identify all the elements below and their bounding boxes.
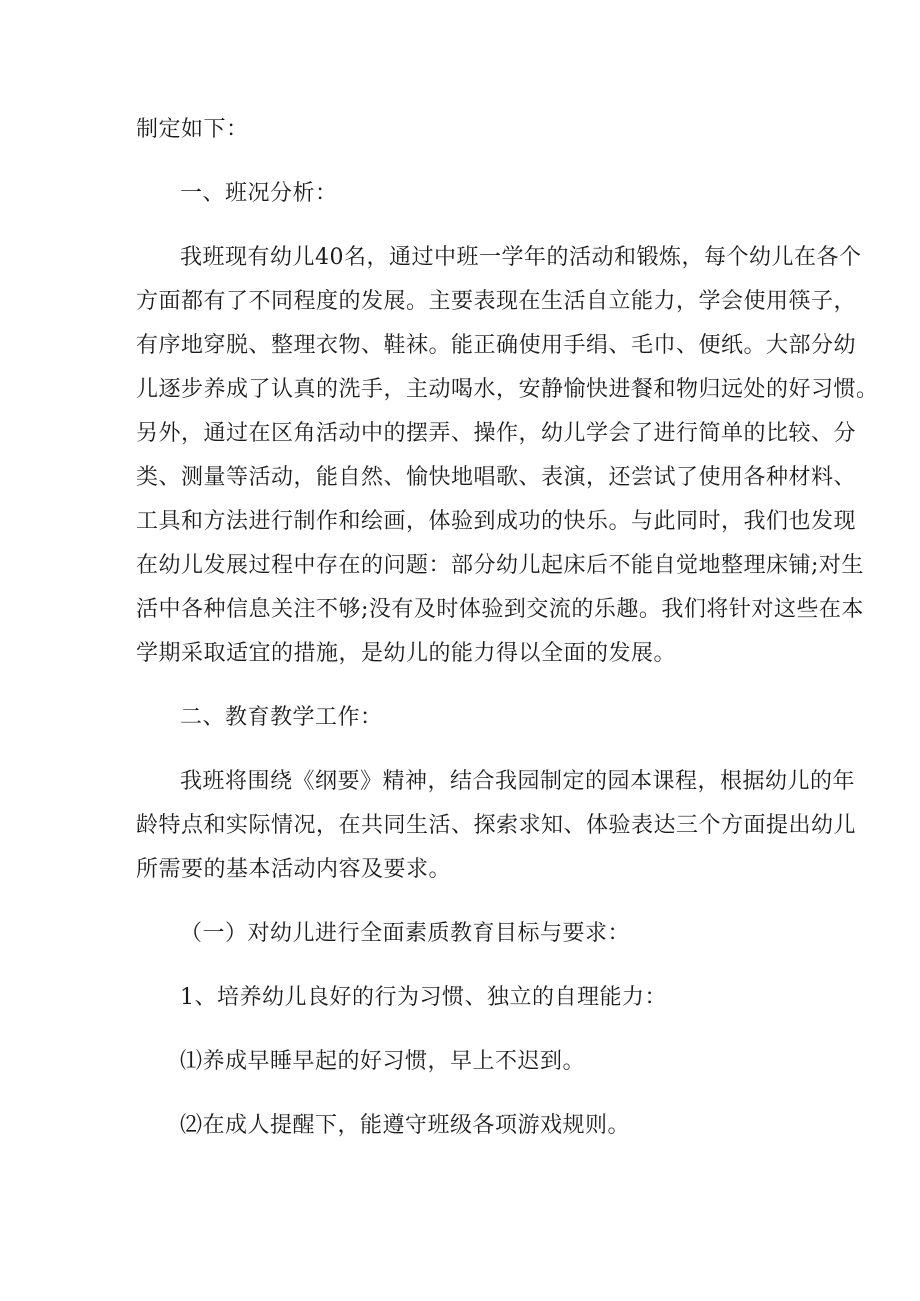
paragraph-line: 所需要的基本活动内容及要求。 [136, 857, 452, 882]
paragraph-line: 有序地穿脱、整理衣物、鞋袜。能正确使用手绢、毛巾、便纸。大部分幼 [136, 333, 857, 358]
section-heading-class-analysis: 一、班况分析： [180, 181, 338, 206]
paragraph-line: 工具和方法进行制作和绘画，体验到成功的快乐。与此同时，我们也发现 [136, 509, 857, 534]
paragraph-line: 儿逐步养成了认真的洗手，主动喝水，安静愉快进餐和物归远处的好习惯。 [136, 377, 879, 402]
subsection-heading: （一）对幼儿进行全面素质教育目标与要求： [180, 921, 631, 946]
list-item: ⑵在成人提醒下，能遵守班级各项游戏规则。 [180, 1113, 631, 1138]
paragraph-line: 学期采取适宜的措施，是幼儿的能力得以全面的发展。 [136, 641, 677, 666]
paragraph-line: 我班将围绕《纲要》精神，结合我园制定的园本课程，根据幼儿的年 [180, 769, 856, 794]
paragraph-line: 龄特点和实际情况，在共同生活、探索求知、体验表达三个方面提出幼儿 [136, 813, 857, 838]
paragraph-line: 在幼儿发展过程中存在的问题：部分幼儿起床后不能自觉地整理床铺;对生 [136, 553, 864, 578]
section-heading-teaching-work: 二、教育教学工作： [180, 705, 383, 730]
paragraph-line: 方面都有了不同程度的发展。主要表现在生活自立能力，学会使用筷子， [136, 289, 857, 314]
list-heading: 1、培养幼儿良好的行为习惯、独立的自理能力： [180, 985, 667, 1010]
paragraph-line: 活中各种信息关注不够;没有及时体验到交流的乐趣。我们将针对这些在本 [136, 597, 864, 622]
paragraph-line: 类、测量等活动，能自然、愉快地唱歌、表演，还尝试了使用各种材料、 [136, 465, 857, 490]
list-item: ⑴养成早睡早起的好习惯，早上不迟到。 [180, 1049, 586, 1074]
paragraph-line: 另外，通过在区角活动中的摆弄、操作，幼儿学会了进行简单的比较、分 [136, 421, 857, 446]
paragraph-line: 我班现有幼儿40名，通过中班一学年的活动和锻炼，每个幼儿在各个 [180, 245, 862, 270]
text-line-intro: 制定如下： [136, 117, 249, 142]
